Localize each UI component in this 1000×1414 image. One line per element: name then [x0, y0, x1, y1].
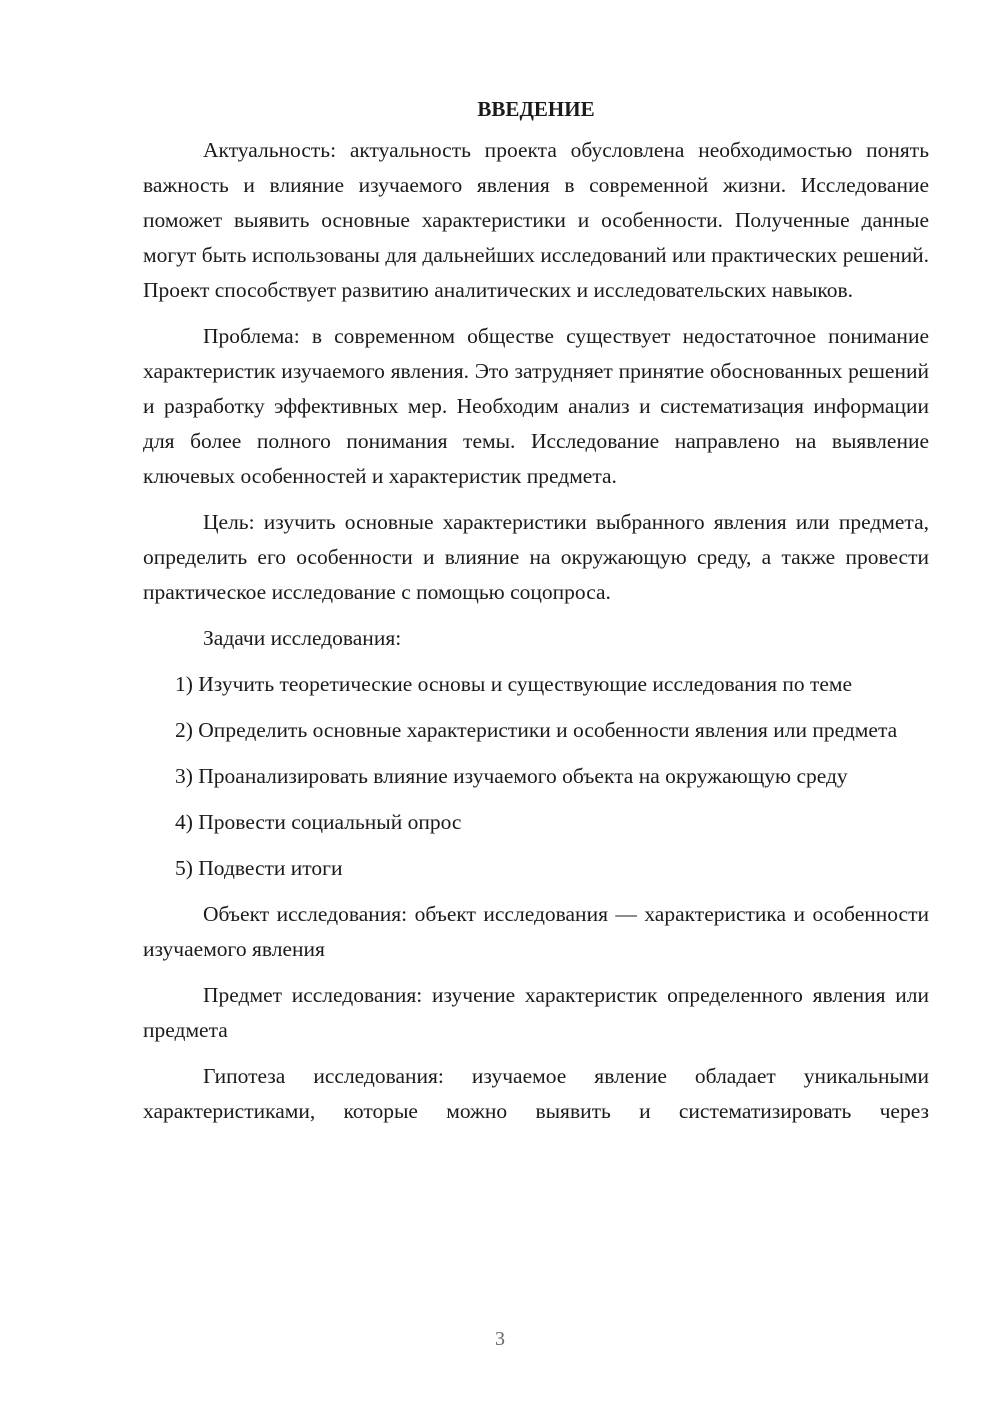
paragraph-hypothesis: Гипотеза исследования: изучаемое явление обладает уникальными характеристиками, которые можно выявить и систематизировать через [143, 1064, 929, 1123]
page-title: ВВЕДЕНИЕ [477, 97, 595, 121]
paragraph-goal: Цель: изучить основные характеристики выбранного явления или предмета, определить его особенности и влияние на окружающую среду, а также провести практическое исследование с помощью соцопроса. [143, 510, 929, 604]
tasks-heading: Задачи исследования: [203, 626, 402, 650]
paragraph-relevance: Актуальность: актуальность проекта обусловлена необходимостью понять важность и влияние изучаемого явления в современной жизни. Исследование поможет выявить основные характеристики и особенности. Полученные данные могут быть использованы для дальнейших исследований или практических решений. Проект способствует развитию аналитических и исследовательских навыков. [143, 138, 929, 302]
list-item: 5) Подвести итоги [175, 856, 343, 880]
list-item: 4) Провести социальный опрос [175, 810, 462, 834]
list-item: 1) Изучить теоретические основы и существующие исследования по теме [175, 672, 853, 696]
paragraph-problem: Проблема: в современном обществе существует недостаточное понимание характеристик изучаемого явления. Это затрудняет принятие обоснованных решений и разработку эффективных мер. Необходим анализ и систематизация информации для более полного понимания темы. Исследование направлено на выявление ключевых особенностей и характеристик предмета. [143, 324, 929, 488]
paragraph-subject: Предмет исследования: изучение характеристик определенного явления или предмета [143, 983, 929, 1042]
page-number: 3 [495, 1328, 505, 1350]
document-page [143, 92, 929, 1129]
paragraph-object: Объект исследования: объект исследования — характеристика и особенности изучаемого явления [143, 902, 929, 961]
tasks-list [143, 667, 929, 886]
list-item: 3) Проанализировать влияние изучаемого объекта на окружающую среду [175, 764, 848, 788]
list-item: 2) Определить основные характеристики и особенности явления или предмета [175, 718, 898, 742]
